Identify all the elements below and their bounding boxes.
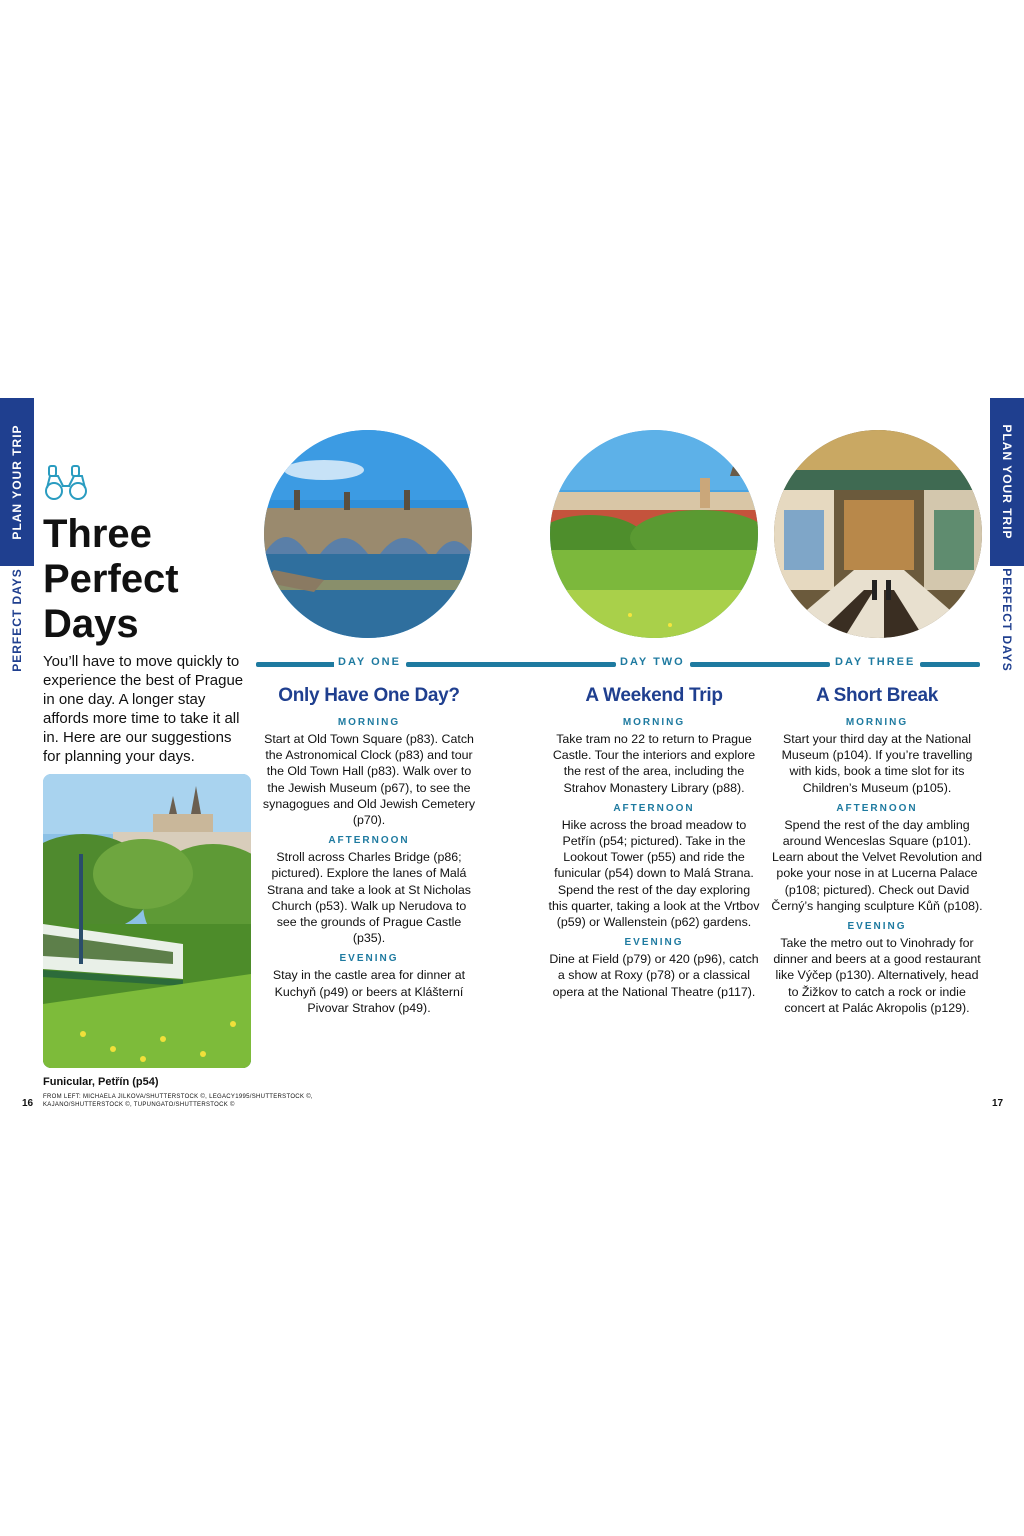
day-three-afternoon-label: AFTERNOON <box>836 802 918 814</box>
title-line-1: Three <box>43 512 152 556</box>
timeline-segment <box>406 662 616 667</box>
day-one-morning-label: MORNING <box>337 717 401 728</box>
side-tab-right-section: PERFECT DAYS <box>1000 568 1014 672</box>
title-line-2: Perfect <box>43 557 179 601</box>
charles-bridge-photo <box>264 430 472 638</box>
day-two-column <box>548 684 760 1006</box>
title-line-3: Days <box>43 602 139 646</box>
day-two-afternoon-label: AFTERNOON <box>613 802 695 814</box>
page-number-right: 17 <box>992 1098 1004 1109</box>
day-two-morning-text: Take tram no 22 to return to Prague Castle. Tour the interiors and explore the rest of the area, including the Strahov Monastery Library (p88). <box>552 732 756 795</box>
timeline-segment <box>920 662 980 667</box>
day-three-column <box>770 684 984 1022</box>
day-two-evening-label: EVENING <box>624 937 684 949</box>
day-one-column <box>262 684 476 1022</box>
timeline-day-three: DAY THREE <box>831 656 919 668</box>
side-tab-right-plan: PLAN YOUR TRIP <box>1000 424 1014 540</box>
page-title <box>43 512 243 647</box>
timeline-segment <box>690 662 830 667</box>
photo-credits: FROM LEFT: MICHAELA JILKOVA/SHUTTERSTOCK ©, LEGACY1995/SHUTTERSTOCK ©, KAJANO/SHUTTERSTOCK ©, TUPUNGATO/SHUTTERSTOCK © <box>43 1094 313 1108</box>
binoculars-icon <box>43 462 91 502</box>
day-one-evening-label: EVENING <box>339 953 399 965</box>
photo-caption: Funicular, Petřín (p54) <box>43 1076 159 1088</box>
side-tab-right <box>990 398 1024 670</box>
day-one-evening-text: Stay in the castle area for dinner at Kuchyň (p49) or beers at Klášterní Pivovar Strahov (p49). <box>272 968 466 1015</box>
day-three-evening-text: Take the metro out to Vinohrady for dinner and beers at a good restaurant like Výčep (p130). Alternatively, head to Žižkov to catch a rock or indie concert at Palác Akropolis (p129). <box>773 936 981 1015</box>
day-timeline <box>256 656 980 668</box>
day-three-morning-text: Start your third day at the National Museum (p104). If you’re travelling with kids, book a time slot for its Children’s Museum (p105). <box>781 732 973 795</box>
lucerna-palace-photo <box>774 430 982 638</box>
timeline-segment <box>256 662 336 667</box>
day-two-title: A Weekend Trip <box>585 685 723 706</box>
day-one-title: Only Have One Day? <box>278 685 460 706</box>
side-tab-left-plan: PLAN YOUR TRIP <box>10 424 24 540</box>
side-tab-left-section: PERFECT DAYS <box>10 568 24 672</box>
day-one-morning-text: Start at Old Town Square (p83). Catch the Astronomical Clock (p83) and tour the Old Town Hall (p83). Walk over to the Jewish Museum (p67), to see the synagogues and Old Jewish Cemetery (p70). <box>262 732 476 828</box>
page-number-left: 16 <box>22 1098 34 1109</box>
day-three-title: A Short Break <box>815 685 939 706</box>
day-one-afternoon-label: AFTERNOON <box>328 835 410 847</box>
timeline-day-two: DAY TWO <box>616 656 689 668</box>
day-two-evening-text: Dine at Field (p79) or 420 (p96), catch a show at Roxy (p78) or a classical opera at the National Theatre (p117). <box>549 952 759 999</box>
timeline-day-one: DAY ONE <box>334 656 405 668</box>
day-three-evening-label: EVENING <box>847 921 907 933</box>
funicular-photo <box>43 774 251 1068</box>
day-one-afternoon-text: Stroll across Charles Bridge (p86; pictured). Explore the lanes of Malá Strana and take a look at St Nicholas Church (p53). Walk up Nerudova to see the grounds of Prague Castle (p35). <box>267 850 471 946</box>
day-three-afternoon-text: Spend the rest of the day ambling around Wenceslas Square (p101). Learn about the Velvet Revolution and poke your nose in at Lucerna Palace (p108; pictured). Check out David Černý’s hanging sculpture Kůň (p108). <box>771 817 983 913</box>
day-three-morning-label: MORNING <box>845 717 909 728</box>
day-two-afternoon-text: Hike across the broad meadow to Petřín (p54; pictured). Take in the Lookout Tower (p55) and ride the funicular (p54) down to Malá Strana. Spend the rest of the day exploring this quarter, taking a look at the Vrtbov (p59) or Wallenstein (p62) gardens. <box>548 817 760 930</box>
petrin-meadow-photo <box>550 430 758 638</box>
side-tab-left <box>0 398 34 670</box>
intro-text: You’ll have to move quickly to experience the best of Prague in one day. A longer stay affords more time to take it all in. Here are our suggestions for planning your days. <box>43 653 244 765</box>
day-two-morning-label: MORNING <box>622 717 686 728</box>
